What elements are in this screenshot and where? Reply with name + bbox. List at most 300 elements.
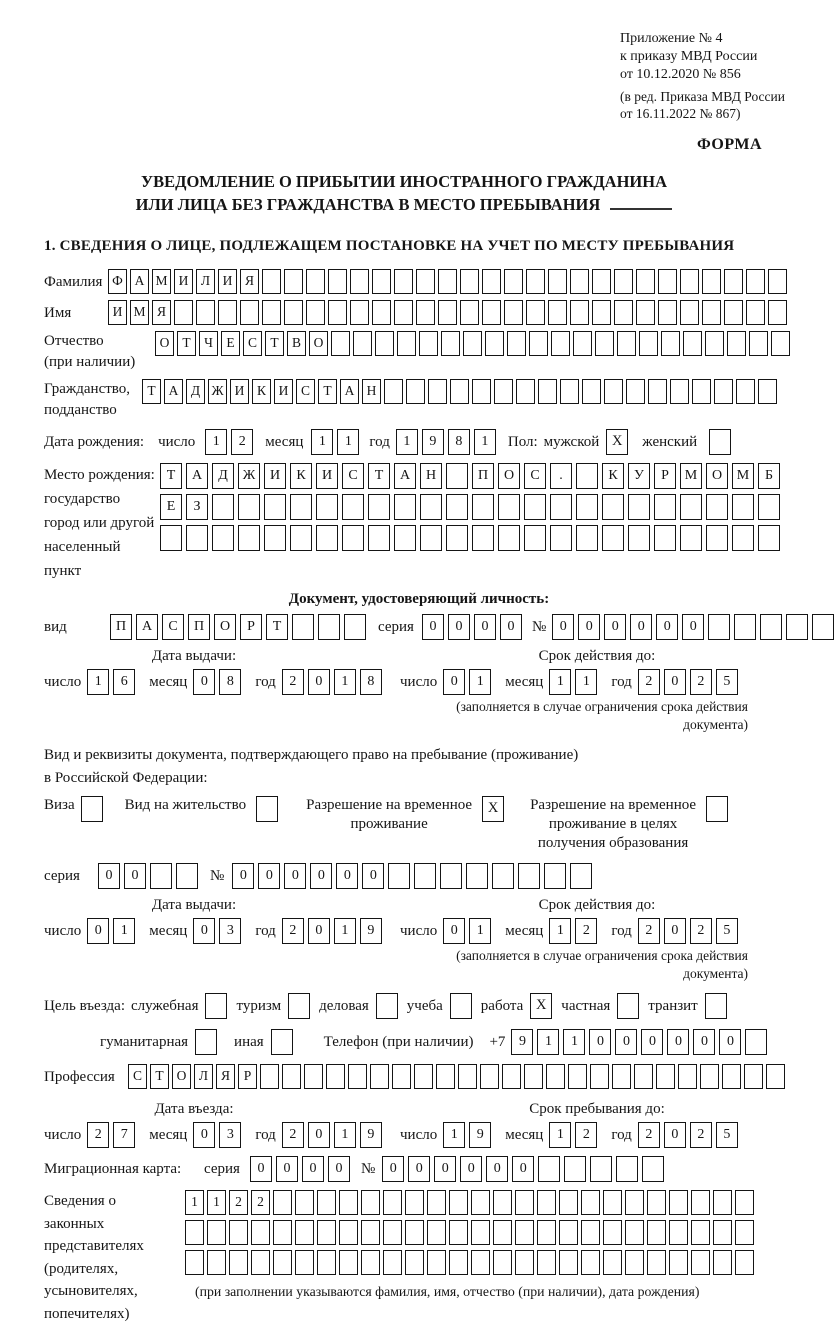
char-cell[interactable] bbox=[317, 1190, 336, 1215]
char-cell[interactable]: 1 bbox=[334, 918, 356, 944]
char-cell[interactable] bbox=[318, 614, 340, 640]
char-cell[interactable]: Я bbox=[240, 269, 259, 294]
char-cell[interactable] bbox=[427, 1220, 446, 1245]
char-cell[interactable]: 9 bbox=[511, 1029, 533, 1055]
char-cell[interactable]: 0 bbox=[474, 614, 496, 640]
char-cell[interactable] bbox=[290, 525, 312, 551]
char-cell[interactable] bbox=[392, 1064, 411, 1089]
char-cell[interactable] bbox=[420, 525, 442, 551]
char-cell[interactable] bbox=[705, 331, 724, 356]
char-cell[interactable] bbox=[229, 1220, 248, 1245]
char-cell[interactable] bbox=[602, 494, 624, 520]
char-cell[interactable]: 0 bbox=[328, 1156, 350, 1182]
char-cell[interactable]: 0 bbox=[284, 863, 306, 889]
char-cell[interactable]: 0 bbox=[434, 1156, 456, 1182]
char-cell[interactable] bbox=[383, 1190, 402, 1215]
char-cell[interactable] bbox=[518, 863, 540, 889]
char-cell[interactable]: 0 bbox=[719, 1029, 741, 1055]
char-cell[interactable]: 2 bbox=[87, 1122, 109, 1148]
char-cell[interactable] bbox=[262, 269, 281, 294]
char-cell[interactable] bbox=[636, 269, 655, 294]
char-cell[interactable] bbox=[498, 494, 520, 520]
char-cell[interactable] bbox=[559, 1220, 578, 1245]
char-cell[interactable]: 2 bbox=[575, 918, 597, 944]
char-cell[interactable] bbox=[507, 331, 526, 356]
char-cell[interactable] bbox=[449, 1250, 468, 1275]
char-cell[interactable] bbox=[702, 300, 721, 325]
char-cell[interactable] bbox=[758, 494, 780, 520]
char-cell[interactable] bbox=[441, 331, 460, 356]
char-cell[interactable]: 1 bbox=[311, 429, 333, 455]
char-cell[interactable]: 0 bbox=[589, 1029, 611, 1055]
char-cell[interactable] bbox=[551, 331, 570, 356]
char-cell[interactable] bbox=[538, 379, 557, 404]
char-cell[interactable] bbox=[678, 1064, 697, 1089]
char-cell[interactable] bbox=[405, 1220, 424, 1245]
char-cell[interactable] bbox=[273, 1220, 292, 1245]
char-cell[interactable] bbox=[524, 1064, 543, 1089]
char-cell[interactable]: 0 bbox=[250, 1156, 272, 1182]
char-cell[interactable] bbox=[282, 1064, 301, 1089]
char-cell[interactable] bbox=[658, 269, 677, 294]
char-cell[interactable] bbox=[746, 300, 765, 325]
char-cell[interactable] bbox=[372, 269, 391, 294]
char-cell[interactable] bbox=[581, 1190, 600, 1215]
char-cell[interactable] bbox=[537, 1220, 556, 1245]
char-cell[interactable] bbox=[466, 863, 488, 889]
char-cell[interactable] bbox=[592, 300, 611, 325]
char-cell[interactable] bbox=[760, 614, 782, 640]
char-cell[interactable]: Я bbox=[216, 1064, 235, 1089]
char-cell[interactable]: 1 bbox=[549, 918, 571, 944]
char-cell[interactable] bbox=[394, 525, 416, 551]
char-cell[interactable]: Т bbox=[265, 331, 284, 356]
char-cell[interactable] bbox=[524, 525, 546, 551]
char-cell[interactable]: Е bbox=[221, 331, 240, 356]
char-cell[interactable]: 9 bbox=[422, 429, 444, 455]
char-cell[interactable] bbox=[713, 1250, 732, 1275]
char-cell[interactable] bbox=[768, 269, 787, 294]
char-cell[interactable]: А bbox=[164, 379, 183, 404]
char-cell[interactable] bbox=[493, 1220, 512, 1245]
char-cell[interactable] bbox=[582, 379, 601, 404]
char-cell[interactable] bbox=[436, 1064, 455, 1089]
char-cell[interactable] bbox=[516, 379, 535, 404]
char-cell[interactable] bbox=[416, 269, 435, 294]
char-cell[interactable]: Д bbox=[212, 463, 234, 489]
char-cell[interactable] bbox=[342, 525, 364, 551]
char-cell[interactable] bbox=[472, 494, 494, 520]
char-cell[interactable]: 0 bbox=[422, 614, 444, 640]
char-cell[interactable] bbox=[212, 494, 234, 520]
char-cell[interactable]: М bbox=[152, 269, 171, 294]
char-cell[interactable] bbox=[546, 1064, 565, 1089]
char-cell[interactable] bbox=[273, 1190, 292, 1215]
purpose-official-checkbox[interactable] bbox=[205, 993, 227, 1019]
char-cell[interactable] bbox=[394, 269, 413, 294]
char-cell[interactable] bbox=[498, 525, 520, 551]
purpose-private-checkbox[interactable] bbox=[617, 993, 639, 1019]
char-cell[interactable] bbox=[339, 1250, 358, 1275]
char-cell[interactable]: У bbox=[628, 463, 650, 489]
char-cell[interactable]: 9 bbox=[469, 1122, 491, 1148]
char-cell[interactable]: 1 bbox=[474, 429, 496, 455]
char-cell[interactable]: 1 bbox=[334, 669, 356, 695]
char-cell[interactable]: К bbox=[290, 463, 312, 489]
char-cell[interactable]: 1 bbox=[563, 1029, 585, 1055]
char-cell[interactable] bbox=[458, 1064, 477, 1089]
char-cell[interactable] bbox=[405, 1190, 424, 1215]
char-cell[interactable] bbox=[419, 331, 438, 356]
char-cell[interactable]: Т bbox=[150, 1064, 169, 1089]
char-cell[interactable]: 2 bbox=[638, 1122, 660, 1148]
sex-female-checkbox[interactable] bbox=[709, 429, 731, 455]
char-cell[interactable] bbox=[628, 525, 650, 551]
char-cell[interactable]: 1 bbox=[469, 918, 491, 944]
char-cell[interactable]: О bbox=[706, 463, 728, 489]
char-cell[interactable] bbox=[480, 1064, 499, 1089]
char-cell[interactable]: О bbox=[498, 463, 520, 489]
char-cell[interactable] bbox=[616, 1156, 638, 1182]
char-cell[interactable]: П bbox=[188, 614, 210, 640]
char-cell[interactable]: Е bbox=[160, 494, 182, 520]
char-cell[interactable] bbox=[515, 1220, 534, 1245]
char-cell[interactable] bbox=[766, 1064, 785, 1089]
char-cell[interactable]: 0 bbox=[664, 918, 686, 944]
char-cell[interactable] bbox=[746, 269, 765, 294]
char-cell[interactable]: 1 bbox=[396, 429, 418, 455]
char-cell[interactable] bbox=[472, 525, 494, 551]
char-cell[interactable]: И bbox=[274, 379, 293, 404]
char-cell[interactable] bbox=[185, 1250, 204, 1275]
char-cell[interactable] bbox=[603, 1190, 622, 1215]
char-cell[interactable]: С bbox=[128, 1064, 147, 1089]
char-cell[interactable] bbox=[304, 1064, 323, 1089]
char-cell[interactable] bbox=[592, 269, 611, 294]
char-cell[interactable]: С bbox=[162, 614, 184, 640]
char-cell[interactable] bbox=[548, 300, 567, 325]
char-cell[interactable]: 0 bbox=[615, 1029, 637, 1055]
char-cell[interactable]: А bbox=[340, 379, 359, 404]
char-cell[interactable] bbox=[306, 269, 325, 294]
char-cell[interactable] bbox=[238, 525, 260, 551]
char-cell[interactable]: 1 bbox=[469, 669, 491, 695]
char-cell[interactable]: М bbox=[130, 300, 149, 325]
char-cell[interactable]: М bbox=[732, 463, 754, 489]
char-cell[interactable] bbox=[526, 300, 545, 325]
char-cell[interactable]: 1 bbox=[207, 1190, 226, 1215]
char-cell[interactable] bbox=[724, 300, 743, 325]
char-cell[interactable] bbox=[680, 525, 702, 551]
char-cell[interactable]: Т bbox=[177, 331, 196, 356]
char-cell[interactable]: Н bbox=[362, 379, 381, 404]
char-cell[interactable] bbox=[394, 300, 413, 325]
char-cell[interactable] bbox=[348, 1064, 367, 1089]
char-cell[interactable] bbox=[628, 494, 650, 520]
char-cell[interactable] bbox=[186, 525, 208, 551]
char-cell[interactable]: 0 bbox=[512, 1156, 534, 1182]
char-cell[interactable] bbox=[617, 331, 636, 356]
char-cell[interactable] bbox=[576, 525, 598, 551]
char-cell[interactable]: О bbox=[172, 1064, 191, 1089]
char-cell[interactable]: 8 bbox=[360, 669, 382, 695]
char-cell[interactable] bbox=[361, 1220, 380, 1245]
char-cell[interactable]: 0 bbox=[193, 918, 215, 944]
char-cell[interactable] bbox=[394, 494, 416, 520]
char-cell[interactable] bbox=[590, 1064, 609, 1089]
char-cell[interactable] bbox=[744, 1064, 763, 1089]
char-cell[interactable] bbox=[625, 1220, 644, 1245]
char-cell[interactable] bbox=[732, 494, 754, 520]
char-cell[interactable] bbox=[361, 1250, 380, 1275]
temp-residence-checkbox[interactable]: X bbox=[482, 796, 504, 822]
char-cell[interactable] bbox=[342, 494, 364, 520]
char-cell[interactable] bbox=[427, 1250, 446, 1275]
char-cell[interactable] bbox=[559, 1190, 578, 1215]
char-cell[interactable]: Ч bbox=[199, 331, 218, 356]
char-cell[interactable] bbox=[524, 494, 546, 520]
char-cell[interactable] bbox=[714, 379, 733, 404]
char-cell[interactable] bbox=[680, 494, 702, 520]
char-cell[interactable] bbox=[328, 300, 347, 325]
char-cell[interactable]: 2 bbox=[575, 1122, 597, 1148]
char-cell[interactable] bbox=[570, 269, 589, 294]
char-cell[interactable]: 0 bbox=[656, 614, 678, 640]
char-cell[interactable] bbox=[388, 863, 410, 889]
char-cell[interactable]: 8 bbox=[219, 669, 241, 695]
char-cell[interactable]: 5 bbox=[716, 1122, 738, 1148]
char-cell[interactable]: 0 bbox=[443, 918, 465, 944]
char-cell[interactable]: 0 bbox=[664, 669, 686, 695]
char-cell[interactable] bbox=[339, 1190, 358, 1215]
char-cell[interactable] bbox=[602, 525, 624, 551]
char-cell[interactable] bbox=[251, 1250, 270, 1275]
char-cell[interactable] bbox=[570, 300, 589, 325]
char-cell[interactable] bbox=[614, 269, 633, 294]
char-cell[interactable] bbox=[559, 1250, 578, 1275]
char-cell[interactable]: 3 bbox=[219, 1122, 241, 1148]
char-cell[interactable]: 9 bbox=[360, 1122, 382, 1148]
char-cell[interactable]: 0 bbox=[308, 1122, 330, 1148]
char-cell[interactable] bbox=[450, 379, 469, 404]
char-cell[interactable] bbox=[604, 379, 623, 404]
char-cell[interactable] bbox=[482, 269, 501, 294]
char-cell[interactable] bbox=[406, 379, 425, 404]
char-cell[interactable] bbox=[544, 863, 566, 889]
char-cell[interactable]: Н bbox=[420, 463, 442, 489]
char-cell[interactable]: 0 bbox=[382, 1156, 404, 1182]
char-cell[interactable]: 0 bbox=[302, 1156, 324, 1182]
char-cell[interactable]: 0 bbox=[682, 614, 704, 640]
char-cell[interactable]: 2 bbox=[282, 1122, 304, 1148]
char-cell[interactable] bbox=[669, 1220, 688, 1245]
char-cell[interactable] bbox=[353, 331, 372, 356]
char-cell[interactable] bbox=[449, 1220, 468, 1245]
char-cell[interactable]: 0 bbox=[578, 614, 600, 640]
char-cell[interactable] bbox=[550, 494, 572, 520]
char-cell[interactable]: 0 bbox=[630, 614, 652, 640]
char-cell[interactable] bbox=[212, 525, 234, 551]
char-cell[interactable] bbox=[625, 1190, 644, 1215]
char-cell[interactable]: 2 bbox=[638, 918, 660, 944]
char-cell[interactable] bbox=[317, 1220, 336, 1245]
char-cell[interactable] bbox=[700, 1064, 719, 1089]
char-cell[interactable] bbox=[482, 300, 501, 325]
char-cell[interactable] bbox=[446, 463, 468, 489]
char-cell[interactable] bbox=[669, 1190, 688, 1215]
char-cell[interactable] bbox=[150, 863, 172, 889]
char-cell[interactable] bbox=[734, 614, 756, 640]
char-cell[interactable]: Б bbox=[758, 463, 780, 489]
char-cell[interactable] bbox=[570, 863, 592, 889]
char-cell[interactable] bbox=[564, 1156, 586, 1182]
char-cell[interactable]: 0 bbox=[193, 669, 215, 695]
char-cell[interactable] bbox=[273, 1250, 292, 1275]
char-cell[interactable] bbox=[647, 1250, 666, 1275]
char-cell[interactable] bbox=[262, 300, 281, 325]
char-cell[interactable] bbox=[428, 379, 447, 404]
char-cell[interactable]: Ф bbox=[108, 269, 127, 294]
char-cell[interactable] bbox=[636, 300, 655, 325]
char-cell[interactable] bbox=[207, 1250, 226, 1275]
char-cell[interactable]: 2 bbox=[690, 918, 712, 944]
char-cell[interactable]: Т bbox=[318, 379, 337, 404]
char-cell[interactable] bbox=[758, 379, 777, 404]
char-cell[interactable]: 1 bbox=[443, 1122, 465, 1148]
char-cell[interactable] bbox=[414, 863, 436, 889]
char-cell[interactable] bbox=[647, 1190, 666, 1215]
char-cell[interactable] bbox=[670, 379, 689, 404]
char-cell[interactable] bbox=[749, 331, 768, 356]
char-cell[interactable] bbox=[537, 1190, 556, 1215]
char-cell[interactable]: И bbox=[316, 463, 338, 489]
char-cell[interactable] bbox=[493, 1250, 512, 1275]
char-cell[interactable]: 0 bbox=[500, 614, 522, 640]
char-cell[interactable] bbox=[573, 331, 592, 356]
char-cell[interactable] bbox=[492, 863, 514, 889]
char-cell[interactable]: 0 bbox=[124, 863, 146, 889]
char-cell[interactable]: А bbox=[186, 463, 208, 489]
char-cell[interactable] bbox=[706, 494, 728, 520]
char-cell[interactable]: 7 bbox=[113, 1122, 135, 1148]
char-cell[interactable]: Ж bbox=[238, 463, 260, 489]
residence-permit-checkbox[interactable] bbox=[256, 796, 278, 822]
char-cell[interactable]: Т bbox=[266, 614, 288, 640]
char-cell[interactable] bbox=[658, 300, 677, 325]
char-cell[interactable] bbox=[626, 379, 645, 404]
char-cell[interactable] bbox=[316, 494, 338, 520]
char-cell[interactable] bbox=[538, 1156, 560, 1182]
char-cell[interactable] bbox=[702, 269, 721, 294]
char-cell[interactable] bbox=[768, 300, 787, 325]
char-cell[interactable]: 0 bbox=[193, 1122, 215, 1148]
char-cell[interactable]: 3 bbox=[219, 918, 241, 944]
char-cell[interactable] bbox=[317, 1250, 336, 1275]
char-cell[interactable]: О bbox=[155, 331, 174, 356]
char-cell[interactable]: З bbox=[186, 494, 208, 520]
char-cell[interactable]: Я bbox=[152, 300, 171, 325]
char-cell[interactable] bbox=[196, 300, 215, 325]
char-cell[interactable]: 1 bbox=[337, 429, 359, 455]
char-cell[interactable] bbox=[397, 331, 416, 356]
char-cell[interactable] bbox=[331, 331, 350, 356]
char-cell[interactable]: М bbox=[680, 463, 702, 489]
char-cell[interactable] bbox=[284, 269, 303, 294]
char-cell[interactable]: . bbox=[550, 463, 572, 489]
char-cell[interactable]: 1 bbox=[205, 429, 227, 455]
char-cell[interactable]: Р bbox=[240, 614, 262, 640]
char-cell[interactable] bbox=[648, 379, 667, 404]
char-cell[interactable] bbox=[295, 1190, 314, 1215]
char-cell[interactable] bbox=[708, 614, 730, 640]
char-cell[interactable]: 0 bbox=[460, 1156, 482, 1182]
char-cell[interactable]: 2 bbox=[282, 918, 304, 944]
char-cell[interactable] bbox=[471, 1220, 490, 1245]
char-cell[interactable] bbox=[383, 1220, 402, 1245]
char-cell[interactable] bbox=[446, 525, 468, 551]
char-cell[interactable] bbox=[568, 1064, 587, 1089]
char-cell[interactable]: 2 bbox=[690, 1122, 712, 1148]
char-cell[interactable] bbox=[251, 1220, 270, 1245]
char-cell[interactable] bbox=[416, 300, 435, 325]
char-cell[interactable] bbox=[306, 300, 325, 325]
char-cell[interactable]: 5 bbox=[716, 918, 738, 944]
char-cell[interactable] bbox=[581, 1250, 600, 1275]
char-cell[interactable] bbox=[420, 494, 442, 520]
char-cell[interactable]: 0 bbox=[408, 1156, 430, 1182]
char-cell[interactable] bbox=[295, 1250, 314, 1275]
char-cell[interactable] bbox=[691, 1190, 710, 1215]
char-cell[interactable]: А bbox=[136, 614, 158, 640]
char-cell[interactable]: Л bbox=[196, 269, 215, 294]
char-cell[interactable] bbox=[603, 1220, 622, 1245]
char-cell[interactable]: П bbox=[472, 463, 494, 489]
char-cell[interactable]: 2 bbox=[690, 669, 712, 695]
char-cell[interactable] bbox=[284, 300, 303, 325]
char-cell[interactable] bbox=[634, 1064, 653, 1089]
char-cell[interactable] bbox=[375, 331, 394, 356]
char-cell[interactable] bbox=[647, 1220, 666, 1245]
char-cell[interactable] bbox=[736, 379, 755, 404]
purpose-tourism-checkbox[interactable] bbox=[288, 993, 310, 1019]
char-cell[interactable]: Д bbox=[186, 379, 205, 404]
char-cell[interactable] bbox=[735, 1250, 754, 1275]
char-cell[interactable]: 0 bbox=[604, 614, 626, 640]
char-cell[interactable] bbox=[654, 494, 676, 520]
char-cell[interactable] bbox=[368, 494, 390, 520]
char-cell[interactable] bbox=[472, 379, 491, 404]
char-cell[interactable] bbox=[260, 1064, 279, 1089]
char-cell[interactable]: И bbox=[264, 463, 286, 489]
char-cell[interactable]: 0 bbox=[98, 863, 120, 889]
char-cell[interactable]: 0 bbox=[276, 1156, 298, 1182]
char-cell[interactable]: 2 bbox=[282, 669, 304, 695]
char-cell[interactable]: К bbox=[602, 463, 624, 489]
char-cell[interactable] bbox=[494, 379, 513, 404]
char-cell[interactable]: Л bbox=[194, 1064, 213, 1089]
char-cell[interactable]: С bbox=[243, 331, 262, 356]
char-cell[interactable] bbox=[449, 1190, 468, 1215]
char-cell[interactable]: 0 bbox=[486, 1156, 508, 1182]
char-cell[interactable] bbox=[724, 269, 743, 294]
char-cell[interactable]: 0 bbox=[362, 863, 384, 889]
char-cell[interactable]: 1 bbox=[334, 1122, 356, 1148]
char-cell[interactable]: 5 bbox=[716, 669, 738, 695]
char-cell[interactable] bbox=[612, 1064, 631, 1089]
char-cell[interactable] bbox=[264, 494, 286, 520]
char-cell[interactable]: Р bbox=[238, 1064, 257, 1089]
char-cell[interactable]: К bbox=[252, 379, 271, 404]
